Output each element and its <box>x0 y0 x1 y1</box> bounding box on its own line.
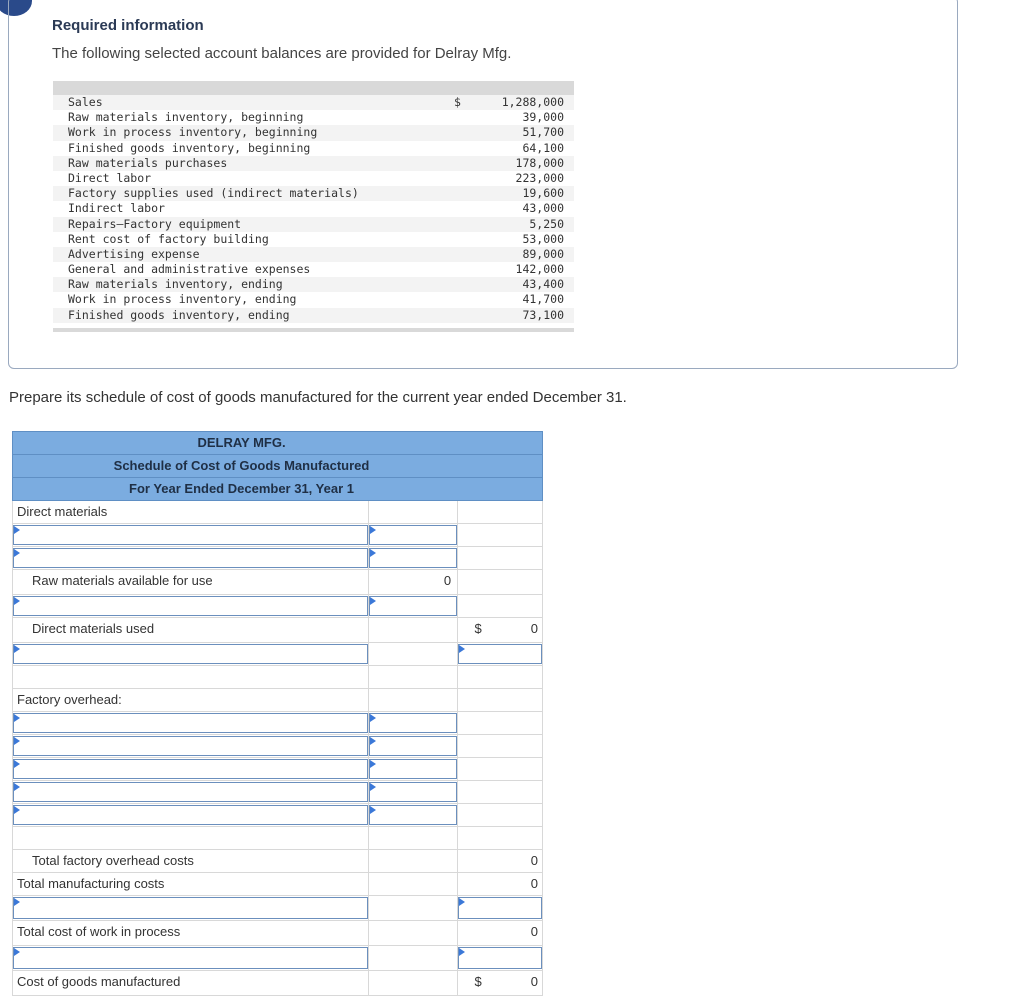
balance-value: 1,288,000 <box>501 95 564 109</box>
table-row <box>12 501 543 524</box>
balance-value: 223,000 <box>515 170 564 185</box>
table-row <box>12 804 543 827</box>
balance-currency <box>454 186 474 201</box>
balance-row <box>53 156 574 171</box>
cogm-label: Cost of goods manufactured <box>17 974 181 989</box>
dl-amount-input[interactable] <box>458 644 542 664</box>
table-row <box>12 570 543 595</box>
table-row <box>12 666 543 689</box>
wip-begin-label-input[interactable] <box>13 897 368 919</box>
oh-amount-input-5[interactable] <box>369 805 457 825</box>
table-row <box>12 547 543 570</box>
total-manufacturing-label: Total manufacturing costs <box>17 876 165 891</box>
info-title: Required information <box>52 17 204 34</box>
balance-row <box>53 186 574 201</box>
table-top-bar <box>53 81 574 95</box>
balance-label: Indirect labor <box>68 201 165 216</box>
balance-value: 73,100 <box>522 307 564 322</box>
balance-currency <box>454 201 474 216</box>
table-row <box>12 758 543 781</box>
balance-row <box>53 217 574 232</box>
balance-row <box>53 308 574 323</box>
balance-currency <box>454 247 474 262</box>
balance-label: General and administrative expenses <box>68 262 311 277</box>
balance-value: 19,600 <box>522 186 564 201</box>
schedule-period: For Year Ended December 31, Year 1 <box>129 481 354 496</box>
total-overhead-label: Total factory overhead costs <box>32 853 194 868</box>
balance-currency <box>454 217 474 232</box>
balance-label: Finished goods inventory, beginning <box>68 140 311 155</box>
table-bottom-bar <box>53 328 574 332</box>
account-balances-table <box>53 81 574 332</box>
wip-end-label-input[interactable] <box>13 947 368 969</box>
balance-row <box>53 277 574 292</box>
dm-amount-input-3[interactable] <box>369 596 457 616</box>
table-row <box>12 921 543 946</box>
table-row <box>12 781 543 804</box>
oh-amount-input-1[interactable] <box>369 713 457 733</box>
dl-label-input[interactable] <box>13 644 368 664</box>
cogm-currency: $ <box>474 974 482 989</box>
total-wip-label: Total cost of work in process <box>17 924 181 939</box>
dm-amount-input-2[interactable] <box>369 548 457 568</box>
table-row <box>12 735 543 758</box>
balance-value: 142,000 <box>515 262 564 277</box>
dm-label-input-2[interactable] <box>13 548 368 568</box>
balance-label: Direct labor <box>68 170 152 185</box>
table-row <box>12 712 543 735</box>
table-row <box>12 946 543 971</box>
table-row <box>12 618 543 643</box>
balance-value: 53,000 <box>522 231 564 246</box>
oh-label-input-1[interactable] <box>13 713 368 733</box>
dm-used-value: 0 <box>530 621 538 636</box>
direct-materials-label: Direct materials <box>17 504 108 519</box>
balance-label: Raw materials purchases <box>68 155 228 170</box>
balance-label: Advertising expense <box>68 246 200 261</box>
dm-used-currency: $ <box>474 621 482 636</box>
table-row <box>12 827 543 850</box>
balance-value: 64,100 <box>522 140 564 155</box>
balance-currency <box>454 156 474 171</box>
table-row <box>12 850 543 873</box>
balance-label: Work in process inventory, beginning <box>68 125 318 140</box>
balance-row <box>53 262 574 277</box>
balance-currency <box>454 262 474 277</box>
oh-amount-input-2[interactable] <box>369 736 457 756</box>
raw-available-value: 0 <box>443 573 452 588</box>
wip-end-amount-input[interactable] <box>458 947 542 969</box>
prompt-text: Prepare its schedule of cost of goods manufactured for the current year ended December 31. <box>9 389 627 406</box>
dm-label-input-1[interactable] <box>13 525 368 545</box>
balance-label: Sales <box>68 95 103 109</box>
balance-value: 89,000 <box>522 246 564 261</box>
table-row <box>12 896 543 921</box>
balance-label: Raw materials inventory, beginning <box>68 110 304 125</box>
table-row <box>12 689 543 712</box>
cogm-schedule <box>12 431 543 996</box>
balance-currency <box>454 125 474 140</box>
balance-row <box>53 232 574 247</box>
balance-currency <box>454 110 474 125</box>
schedule-title: Schedule of Cost of Goods Manufactured <box>13 455 542 478</box>
balance-label: Factory supplies used (indirect materials) <box>68 186 359 201</box>
total-wip-value: 0 <box>530 924 538 939</box>
dm-amount-input-1[interactable] <box>369 525 457 545</box>
balance-currency <box>454 292 474 307</box>
balance-label: Work in process inventory, ending <box>68 292 297 307</box>
oh-amount-input-3[interactable] <box>369 759 457 779</box>
balance-value: 43,400 <box>522 277 564 292</box>
balance-value: 43,000 <box>522 201 564 216</box>
balance-currency <box>454 141 474 156</box>
balance-value: 41,700 <box>522 292 564 307</box>
balance-value: 178,000 <box>515 155 564 170</box>
oh-label-input-5[interactable] <box>13 805 368 825</box>
oh-label-input-2[interactable] <box>13 736 368 756</box>
cogm-value: 0 <box>530 974 538 989</box>
balance-row <box>53 171 574 186</box>
balance-row <box>53 201 574 216</box>
balance-currency <box>454 277 474 292</box>
total-manufacturing-value: 0 <box>530 876 538 891</box>
raw-available-label: Raw materials available for use <box>32 573 213 588</box>
balance-currency <box>454 308 474 323</box>
balance-row <box>53 95 574 110</box>
table-row <box>12 643 543 666</box>
balance-label: Repairs—Factory equipment <box>68 216 242 231</box>
total-overhead-value: 0 <box>530 853 538 868</box>
table-row <box>12 595 543 618</box>
balance-value: 5,250 <box>529 216 564 231</box>
balance-row <box>53 125 574 140</box>
oh-label-input-4[interactable] <box>13 782 368 802</box>
oh-label-input-3[interactable] <box>13 759 368 779</box>
balance-currency <box>454 171 474 186</box>
balance-currency: $ <box>454 95 461 109</box>
factory-overhead-label: Factory overhead: <box>17 692 122 707</box>
info-description: The following selected account balances are provided for Delray Mfg. <box>52 45 512 62</box>
table-row <box>12 971 543 996</box>
dm-used-label: Direct materials used <box>32 621 155 636</box>
balance-currency <box>454 232 474 247</box>
balance-row <box>53 247 574 262</box>
balance-label: Finished goods inventory, ending <box>68 307 290 322</box>
balance-label: Raw materials inventory, ending <box>68 277 283 292</box>
wip-begin-amount-input[interactable] <box>458 897 542 919</box>
table-row <box>12 873 543 896</box>
balance-row <box>53 292 574 307</box>
oh-amount-input-4[interactable] <box>369 782 457 802</box>
balance-value: 51,700 <box>522 125 564 140</box>
dm-label-input-3[interactable] <box>13 596 368 616</box>
balance-value: 39,000 <box>522 110 564 125</box>
table-row <box>12 524 543 547</box>
balance-label: Rent cost of factory building <box>68 231 269 246</box>
balance-row <box>53 110 574 125</box>
company-name: DELRAY MFG. <box>13 432 542 455</box>
balance-row <box>53 141 574 156</box>
schedule-header <box>12 431 543 501</box>
